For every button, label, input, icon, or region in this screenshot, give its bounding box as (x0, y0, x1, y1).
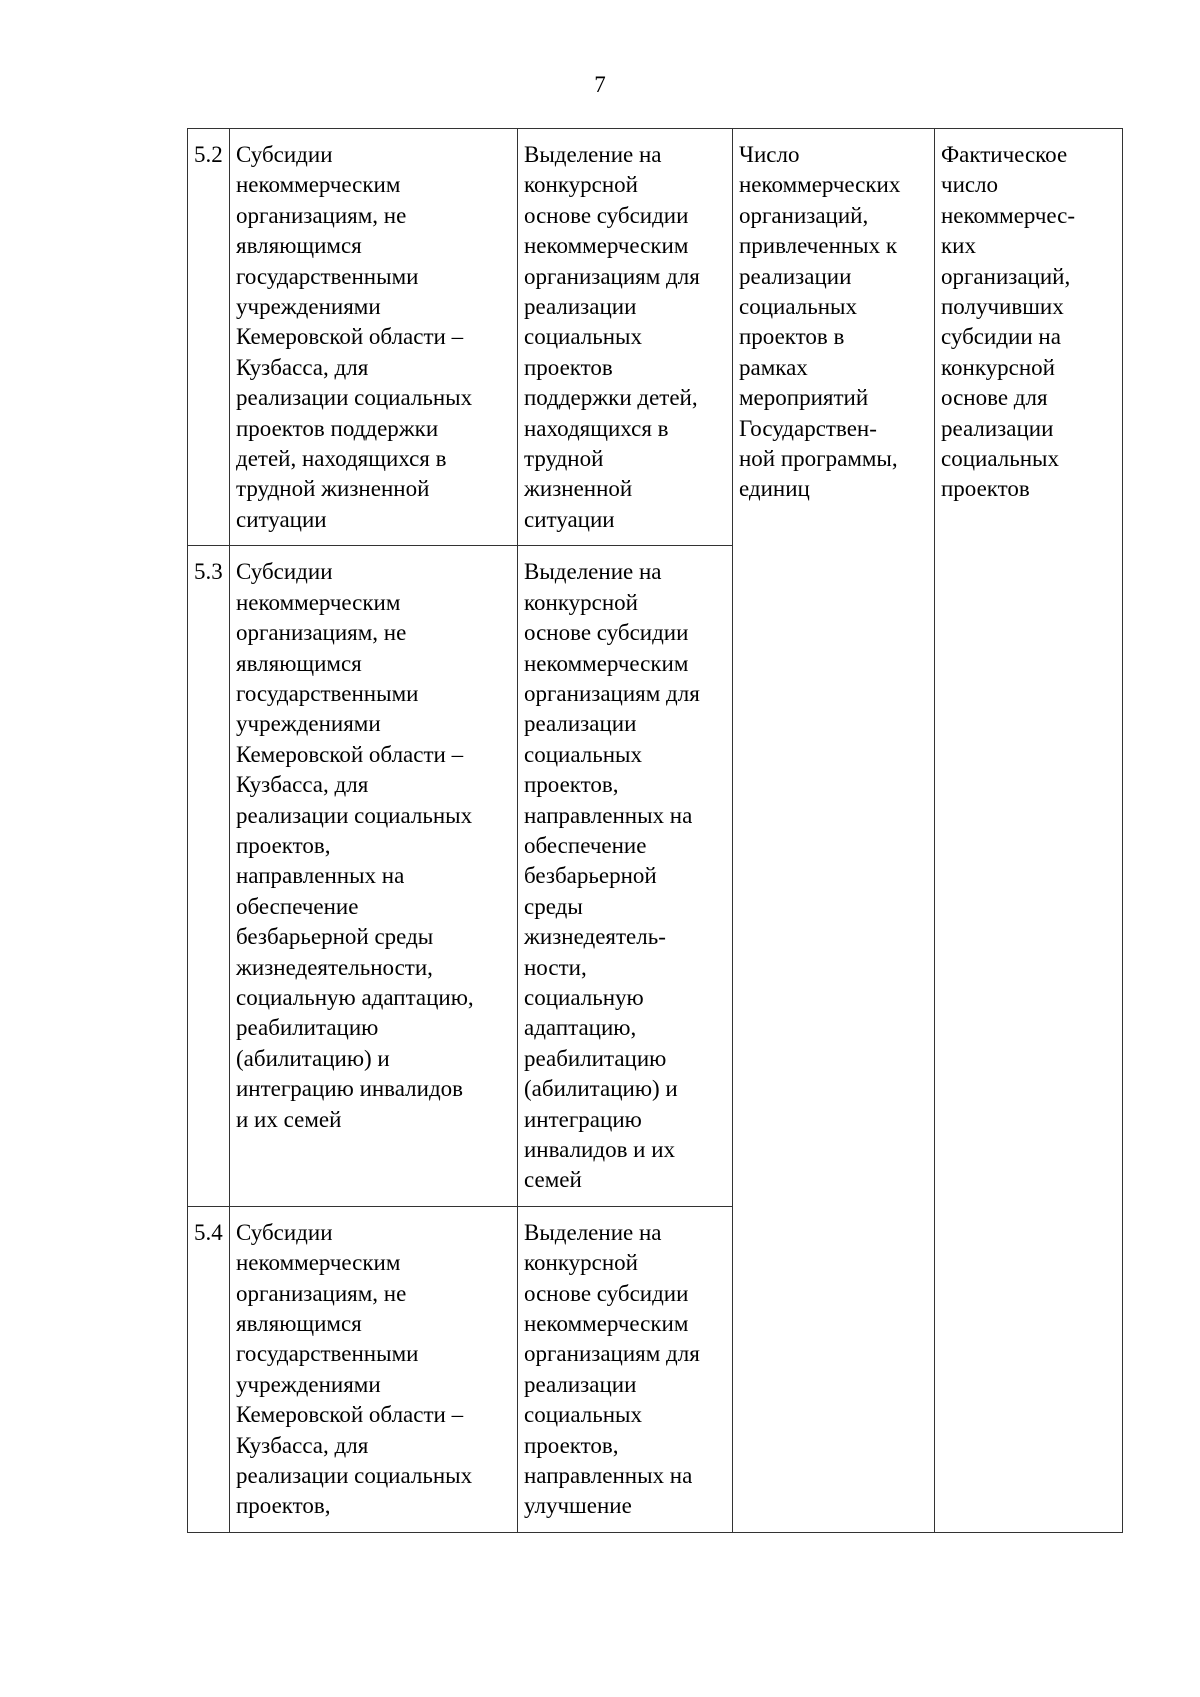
measure-description-cell: Выделение на конкурсной основе субсидии некоммерческим организациям для реализации социальных проектов поддержки детей, находящихся в трудной жизненной ситуации (518, 129, 733, 546)
measure-name-cell: Субсидии некоммерческим организациям, не являющимся государственными учреждениями Кемеровской области – Кузбасса, для реализации социальных проектов поддержки детей, находящихся в трудной жизненной ситуации (230, 129, 518, 546)
measure-description-cell: Выделение на конкурсной основе субсидии некоммерческим организациям для реализации социальных проектов, направленных на обеспечение безбарьерной среды жизнедеятель- ности, социальную адаптацию, реабилитацию (абилитацию) и интеграцию инвалидов и их семей (518, 546, 733, 1207)
indicator-cell: Число некоммерческих организаций, привлеченных к реализации социальных проектов в рамках мероприятий Государствен- ной программы, единиц (733, 129, 935, 1533)
table-row (188, 129, 1123, 546)
result-cell: Фактическое число некоммерчес- ких организаций, получивших субсидии на конкурсной основе для реализации социальных проектов (935, 129, 1123, 1533)
row-number-cell: 5.3 (188, 546, 230, 1207)
row-number-cell: 5.2 (188, 129, 230, 546)
measure-description-cell: Выделение на конкурсной основе субсидии некоммерческим организациям для реализации социальных проектов, направленных на улучшение (518, 1206, 733, 1532)
page-number: 7 (594, 72, 606, 97)
row-number-cell: 5.4 (188, 1206, 230, 1532)
measure-name-cell: Субсидии некоммерческим организациям, не являющимся государственными учреждениями Кемеровской области – Кузбасса, для реализации социальных проектов, направленных на обеспечение безбарьерной среды жизнедеятельности, социальную адаптацию, реабилитацию (абилитацию) и интеграцию инвалидов и их семей (230, 546, 518, 1207)
measures-table (187, 128, 1123, 1533)
measure-name-cell: Субсидии некоммерческим организациям, не являющимся государственными учреждениями Кемеровской области – Кузбасса, для реализации социальных проектов, (230, 1206, 518, 1532)
